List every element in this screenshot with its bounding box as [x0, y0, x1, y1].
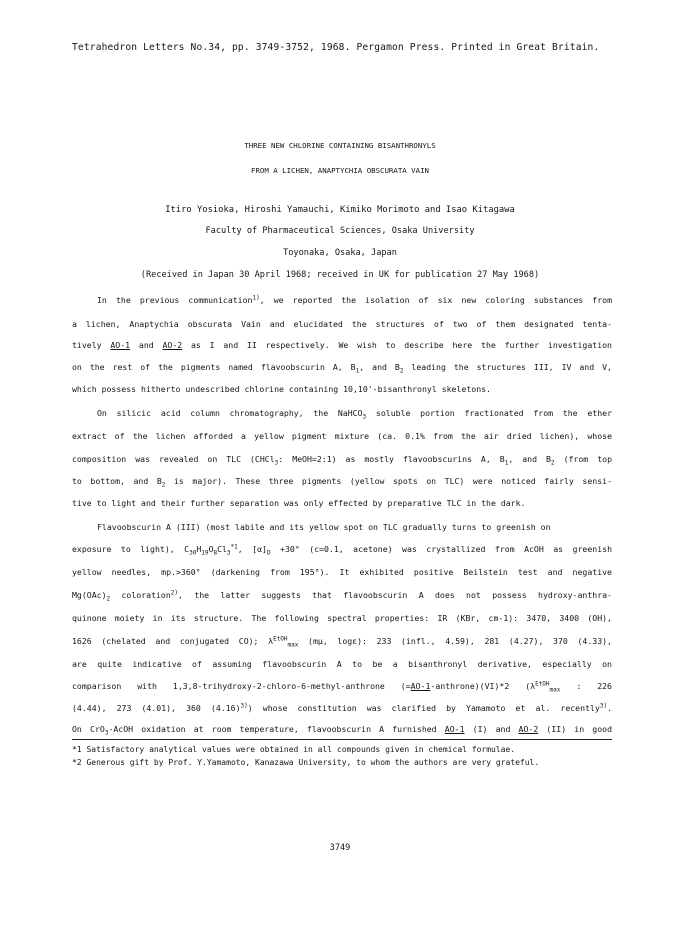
paragraph-3-line-2: exposure to light), $C_{30}H_{19}O_8Cl_3^{*1}$, $[\alpha]_D +30^\circ$ (c=0.1, acetone) was crystallized from AcOH as greenish: [72, 543, 612, 557]
paragraph-3-line-6: 1626 (chelated and conjugated CO); $\lambda^{EtOH}_{max}$ (mμ, logε): 233 (infl., 4.59), 281 (4.27), 370 (4.33),: [72, 635, 612, 649]
paragraph-3-line-7: are quite indicative of assuming flavoobscurin A to be a bisanthronyl derivative, especially on: [72, 659, 612, 669]
paragraph-2-line-3: composition was revealed on TLC (CHCl$_3$: MeOH=2:1) as mostly flavoobscurins A, $B_1$, and $B_2$ (from top: [72, 454, 612, 467]
location: Toyonaka, Osaka, Japan: [283, 248, 397, 258]
affiliation: Faculty of Pharmaceutical Sciences, Osaka University: [205, 226, 475, 236]
paragraph-1-line-3: tively AO-1 and AO-2 as I and II respectively. We wish to describe here the further investigation: [72, 340, 612, 350]
paragraph-3-line-4: $Mg(OAc)_2$ coloration$^{2)}$, the latter suggests that flavoobscurin A does not possess hydroxy-anthra-: [72, 589, 612, 603]
footnote-2: *2 Generous gift by Prof. Y.Yamamoto, Kanazawa University, to whom the authors are very grateful.: [72, 758, 540, 767]
article-title-line-1: THREE NEW CHLORINE CONTAINING BISANTHRONYLS: [244, 141, 436, 150]
paragraph-2-line-2: extract of the lichen afforded a yellow pigment mixture (ca. 0.1% from the air dried lichen), whose: [72, 431, 612, 441]
paragraph-2-line-4: to bottom, and $B_2$ is major). These three pigments (yellow spots on TLC) were noticed fairly sensi-: [72, 476, 612, 489]
footnote-divider: [72, 739, 612, 740]
paragraph-1-line-5: which possess hitherto undescribed chlorine containing 10,10'-bisanthronyl skeletons.: [72, 384, 491, 394]
running-header: Tetrahedron Letters No.34, pp. 3749-3752, 1968. Pergamon Press. Printed in Great Britain.: [72, 42, 600, 53]
paragraph-2-line-5: tive to light and their further separation was only effected by preparative TLC in the dark.: [72, 498, 526, 508]
page-number: 3749: [329, 843, 351, 853]
author-list: Itiro Yosioka, Hiroshi Yamauchi, Kimiko Morimoto and Isao Kitagawa: [165, 205, 515, 215]
footnote-1: *1 Satisfactory analytical values were obtained in all compounds given in chemical formulae.: [72, 745, 516, 754]
paragraph-1-line-2: a lichen, Anaptychia obscurata Vain and elucidated the structures of two of them designated tenta-: [72, 319, 612, 329]
paragraph-3-line-1: Flavoobscurin A (III) (most labile and its yellow spot on TLC gradually turns to greenish on: [97, 522, 551, 532]
article-title-line-2: FROM A LICHEN, ANAPTYCHIA OBSCURATA VAIN: [251, 166, 429, 175]
received-dates: (Received in Japan 30 April 1968; received in UK for publication 27 May 1968): [140, 270, 540, 280]
paragraph-2-line-1: On silicic acid column chromatography, the NaHCO$_3$ soluble portion fractionated from the ether: [97, 408, 612, 421]
paragraph-1-line-4: on the rest of the pigments named flavoobscurin A, $B_1$, and $B_2$ leading the structures III, IV and V,: [72, 362, 612, 375]
paragraph-3-line-8: comparison with 1,3,8-trihydroxy-2-chloro-6-methyl-anthrone (=AO-1-anthrone)(VI)*2 ($\lambda^{EtOH}_{max}$ : 226: [72, 680, 612, 694]
paragraph-3-line-3: yellow needles, mp.>360° (darkening from 195°). It exhibited positive Beilstein test and negative: [72, 567, 612, 577]
paragraph-3-line-9: (4.44), 273 (4.01), 360 $(4.16)^{3)}$) whose constitution was clarified by Yamamoto et al. recently$^{3)}$.: [72, 702, 612, 713]
paragraph-3-line-5: quinone moiety in its structure. The following spectral properties: IR (KBr, cm-1): 3470, 3400 (OH),: [72, 613, 612, 623]
paragraph-1-line-1: In the previous communication$^{1)}$, we reported the isolation of six new coloring substances from: [97, 294, 613, 305]
paragraph-3-line-10: On CrO$_3$-AcOH oxidation at room temperature, flavoobscurin A furnished AO-1 (I) and AO-2 (II) in good: [72, 724, 613, 737]
